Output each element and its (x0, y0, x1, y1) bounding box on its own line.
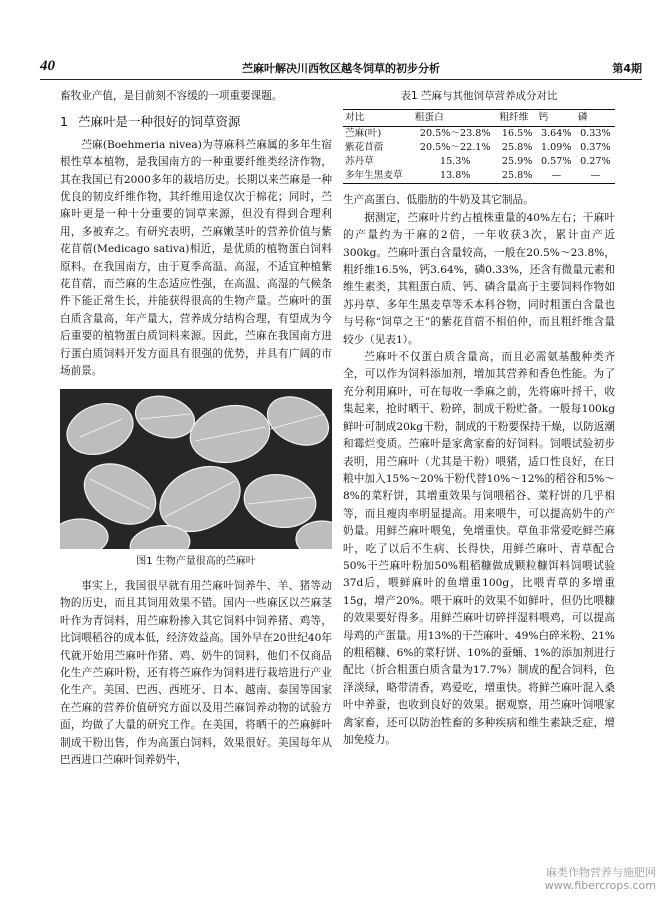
figure-caption: 图1 生物产量很高的苎麻叶 (136, 555, 256, 567)
table-cell: 0.27% (580, 156, 611, 168)
table-cell: 3.64% (541, 128, 572, 140)
table-cell: 紫花苜蓿 (345, 142, 384, 154)
table-cell: 1.09% (541, 142, 572, 154)
table-cell: 苏丹草 (345, 156, 374, 168)
column-header: 磷 (576, 110, 615, 127)
right-column (343, 88, 615, 749)
column-header: 粗蛋白 (413, 110, 498, 127)
leaf-illustration (60, 389, 332, 549)
column-header: 粗纤维 (498, 110, 537, 127)
table-cell: 0.57% (541, 156, 572, 168)
table-header-row (343, 110, 615, 127)
section-title: 苎麻叶是一种很好的饲草资源 (77, 114, 241, 130)
section-heading (60, 113, 332, 130)
journal-running-title: 苎麻叶解决川西牧区越冬饲草的初步分析 (242, 62, 440, 75)
table-row (343, 155, 615, 169)
body-paragraph: 据测定，苎麻叶片约占植株重量的40%左右；干麻叶的产量约为干麻的2倍，一年收获3次，累计亩产近300kg。苎麻叶蛋白含量较高，一般在20.5%～23.8%，粗纤维16.5%，钙3.64%，磷0.33%，还含有微量元素和维生素类，其粗蛋白质、钙、磷含量高于主要饲料作物如苏丹草、多年生黑麦草等禾本科谷物，同时粗蛋白含量也与号称“饲草之王”的紫花苜蓿不相伯仲，而且粗纤维含量较少（见表1）。 (343, 211, 615, 346)
table-cell: 20.5%～22.1% (419, 142, 491, 154)
table-cell: 16.5% (501, 128, 533, 140)
page-number: 40 (40, 58, 55, 74)
nutrition-comparison-table (343, 109, 615, 184)
section-number: 1 (60, 114, 68, 130)
table-cell: 20.5%～23.8% (419, 128, 491, 140)
table-row (343, 141, 615, 155)
table-cell: 苎麻(叶) (345, 128, 382, 140)
body-paragraph: 事实上，我国很早就有用苎麻叶饲养牛、羊、猪等动物的历史，而且其饲用效果不错。国内一些麻区以苎麻茎叶作为青饲料，用苎麻粉掺入其它饲料中饲养猪、鸡等，比饲喂稻谷的成本低，经济效益高。国外早在20世纪40年代就开始用苎麻叶作猪、鸡、奶牛的饲料，他们不仅商品化生产苎麻叶粉，还有将苎麻作为饲料进行栽培进行产业化生产。美国、巴西、西班牙、日本、越南、泰国等国家在苎麻的营养价值研究方面以及用苎麻饲养动物的试验方面，均做了大量的研究工作。在美国，将晒干的苎麻鲜叶制成干粉出售，作为高蛋白饲料，效果很好。美国每年从巴西进口苎麻叶饲养奶牛， (60, 579, 332, 766)
table-row (343, 127, 615, 142)
table-cell: 25.8% (498, 169, 537, 184)
left-column (60, 88, 332, 769)
site-watermark (545, 866, 656, 892)
table-cell: 25.9% (501, 156, 533, 168)
continuation-line: 生产高蛋白、低脂肪的牛奶及其它制品。 (343, 194, 534, 207)
table-cell: 0.33% (580, 128, 611, 140)
issue-label: 第4期 (612, 62, 642, 75)
table-cell: 15.3% (439, 156, 471, 168)
watermark-line: 麻类作物营养与施肥网 (546, 866, 656, 879)
figure-ramie-leaves (60, 389, 332, 570)
column-header: 对比 (343, 110, 413, 127)
table-cell: 25.8% (501, 142, 533, 154)
running-header (40, 58, 642, 80)
table-row (343, 169, 615, 184)
table-caption: 表1 苎麻与其他饲草营养成分对比 (400, 90, 558, 102)
header-rule (40, 79, 642, 80)
ramie-leaf-photo (60, 389, 332, 549)
body-paragraph: 苎麻叶不仅蛋白质含量高，而且必需氨基酸种类齐全，可以作为饲料添加剂，增加其营养和香色性能。为了充分利用麻叶，可在每收一季麻之前，先将麻叶捋干，收集起来，抢时晒干、粉碎，制成干粉贮备。一般每100kg鲜叶可制成20kg干粉，制成的干粉要保持干燥，以防返潮和霉烂变质。苎麻叶是家禽家畜的好饲料。饲喂试验初步表明，用苎麻叶（尤其是干粉）喂猪，适口性良好，在日粮中加入15%～20%干粉代替10%～12%的稻谷和5%～8%的菜籽饼，其增重效果与饲喂稻谷、菜籽饼的几乎相等，而且瘦肉率明显提高。用来喂牛，可以提高奶牛的产奶量。用鲜苎麻叶喂兔，免增重快。草鱼非常爱吃鲜苎麻叶，吃了以后不生病、长得快，用鲜苎麻叶、青草配合50%干苎麻叶粉加50%粗稻糠做成颗粒糠饵料饲喂试验37d后，喂鲜麻叶的鱼增重100g，比喂青草的多增重15g，增产20%。喂干麻叶的效果不如鲜叶，但仍比喂糠的效果要好得多。用鲜苎麻叶切碎拌湿料喂鸡，可以提高母鸡的产蛋量。用13%的干苎麻叶、49%白碎米粉、21%的粗稻糠、6%的菜籽饼、10%的蚕蛹、1%的添加剂进行配比（折合粗蛋白质含量为17.7%）制成的配合饲料，色泽淡绿，略带清香，鸡爱吃，增重快。将鲜苎麻叶混入桑叶中养蚕，也收到良好的效果。据观察，用苎麻叶饲喂家禽家畜，还可以防治牲畜的多种疾病和维生素缺乏症，增加免疫力。 (343, 351, 615, 746)
table-cell: 多年生黑麦草 (343, 169, 413, 184)
watermark-line: www.fibercrops.com (544, 879, 656, 892)
body-paragraph: 苎麻(Boehmeria nivea)为荨麻科苎麻属的多年生宿根性草本植物，是我国南方的一种重要纤维类经济作物，其在我国已有2000多年的栽培历史。长期以来苎麻是一种优良的韧皮纤维作物，其纤维用途仅次于棉花；同时，苎麻叶更是一种十分重要的饲草来源，但没有得到合理利用，多被弃之。有研究表明，苎麻嫩茎叶的营养价值与紫花苜蓿(Medicago sativa)相近，是优质的植物蛋白饲料原料。在我国南方，由于夏季高温、高湿，不适宜种植紫花苜蓿，而苎麻的生态适应性强，在高温、高湿的气候条件下能正常生长，并能获得很高的生物产量。苎麻叶的蛋白质含量高，年产量大，营养成分结构合理，有望成为今后重要的植物蛋白质饲料来源。因此，苎麻在我国南方进行蛋白质饲料开发方面具有很强的优势，并具有广阔的市场前景。 (60, 138, 332, 378)
table-cell: — (537, 169, 576, 184)
intro-line: 畜牧业产值，是目前刻不容缓的一项重要课题。 (60, 90, 283, 102)
table-cell: 0.37% (580, 142, 611, 154)
table-cell: — (576, 169, 615, 184)
table-cell: 13.8% (413, 169, 498, 184)
column-header: 钙 (537, 110, 576, 127)
